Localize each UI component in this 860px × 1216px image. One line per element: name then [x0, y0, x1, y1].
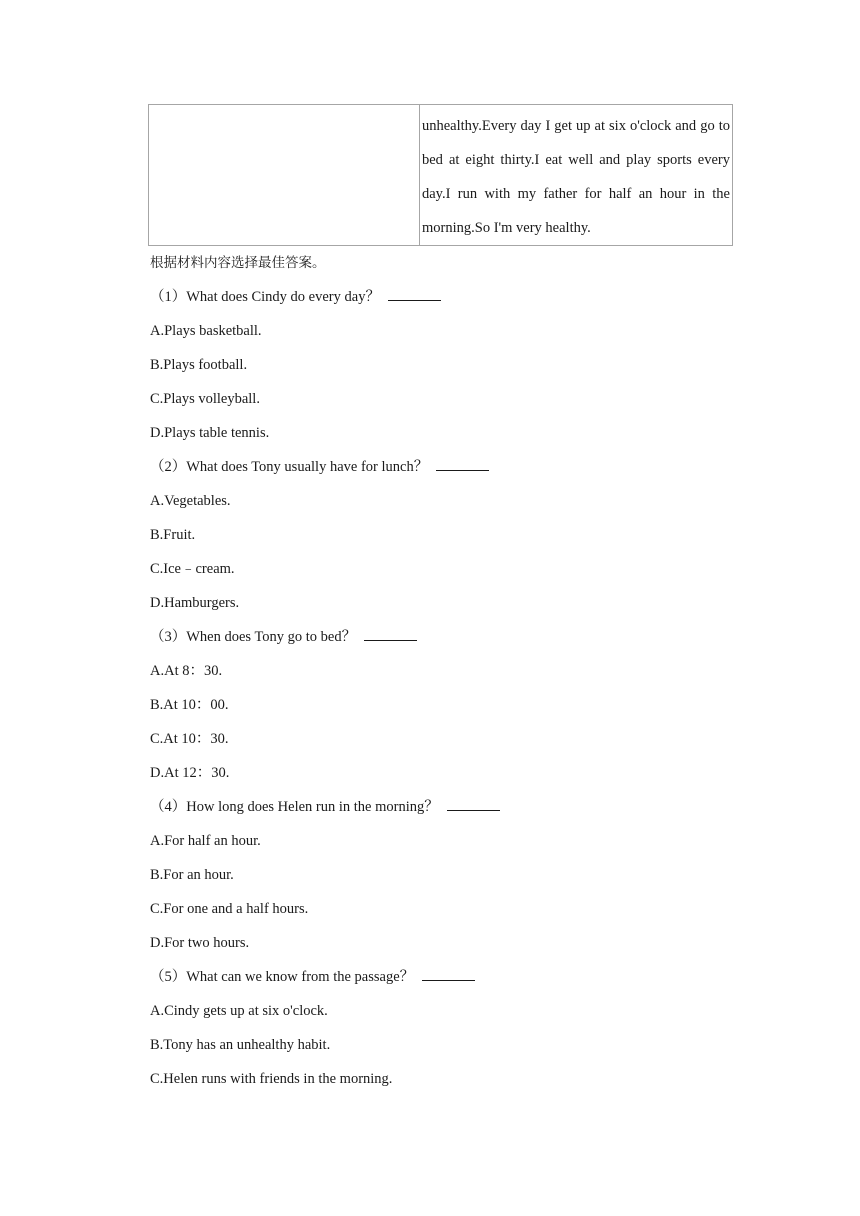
- option-a: A.For half an hour.: [150, 833, 261, 849]
- option-d: D.Plays table tennis.: [150, 425, 270, 441]
- option-c: C.At 10：30.: [150, 731, 229, 747]
- option-b: B.Plays football.: [150, 357, 248, 373]
- option-b: B.At 10：00.: [150, 697, 229, 713]
- option-d: D.For two hours.: [150, 935, 250, 951]
- question-stem-text: （3）When does Tony go to bed？: [150, 629, 357, 645]
- passage-table: [148, 104, 733, 246]
- question-stem-text: （2）What does Tony usually have for lunch？: [150, 459, 429, 475]
- question-stem: [150, 450, 750, 484]
- option-c: C.Ice﹣cream.: [150, 561, 235, 577]
- question-stem: [150, 960, 750, 994]
- option-c: C.For one and a half hours.: [150, 901, 309, 917]
- passage-empty-cell: [149, 105, 420, 246]
- passage-row: [149, 105, 733, 246]
- question-stem: [150, 790, 750, 824]
- option-a: A.Plays basketball.: [150, 323, 262, 339]
- answer-blank: [447, 795, 500, 811]
- questions-section: [150, 246, 750, 1096]
- option-b: B.Tony has an unhealthy habit.: [150, 1037, 331, 1053]
- answer-blank: [364, 625, 417, 641]
- passage-text: unhealthy.Every day I get up at six o'clock and go to bed at eight thirty.I eat well and play sports every day.I run with my father for half an hour in the morning.So I'm very healthy.: [422, 118, 730, 236]
- question-stem: [150, 280, 750, 314]
- question-stem-text: （1）What does Cindy do every day？: [150, 289, 380, 305]
- question-stem-text: （5）What can we know from the passage？: [150, 969, 415, 985]
- question-3: [150, 620, 750, 790]
- instruction-text: 根据材料内容选择最佳答案。: [150, 255, 326, 271]
- option-c: C.Plays volleyball.: [150, 391, 260, 407]
- option-b: B.Fruit.: [150, 527, 196, 543]
- answer-blank: [436, 455, 489, 471]
- question-5: [150, 960, 750, 1096]
- option-a: A.Cindy gets up at six o'clock.: [150, 1003, 328, 1019]
- answer-blank: [388, 285, 441, 301]
- question-stem-text: （4）How long does Helen run in the morning？: [150, 799, 439, 815]
- answer-blank: [422, 965, 475, 981]
- option-d: D.At 12：30.: [150, 765, 230, 781]
- question-stem: [150, 620, 750, 654]
- question-1: [150, 280, 750, 450]
- option-a: A.At 8：30.: [150, 663, 223, 679]
- option-d: D.Hamburgers.: [150, 595, 240, 611]
- question-4: [150, 790, 750, 960]
- option-b: B.For an hour.: [150, 867, 234, 883]
- passage-text-cell: [420, 105, 733, 246]
- option-a: A.Vegetables.: [150, 493, 231, 509]
- question-2: [150, 450, 750, 620]
- option-c: C.Helen runs with friends in the morning.: [150, 1071, 393, 1087]
